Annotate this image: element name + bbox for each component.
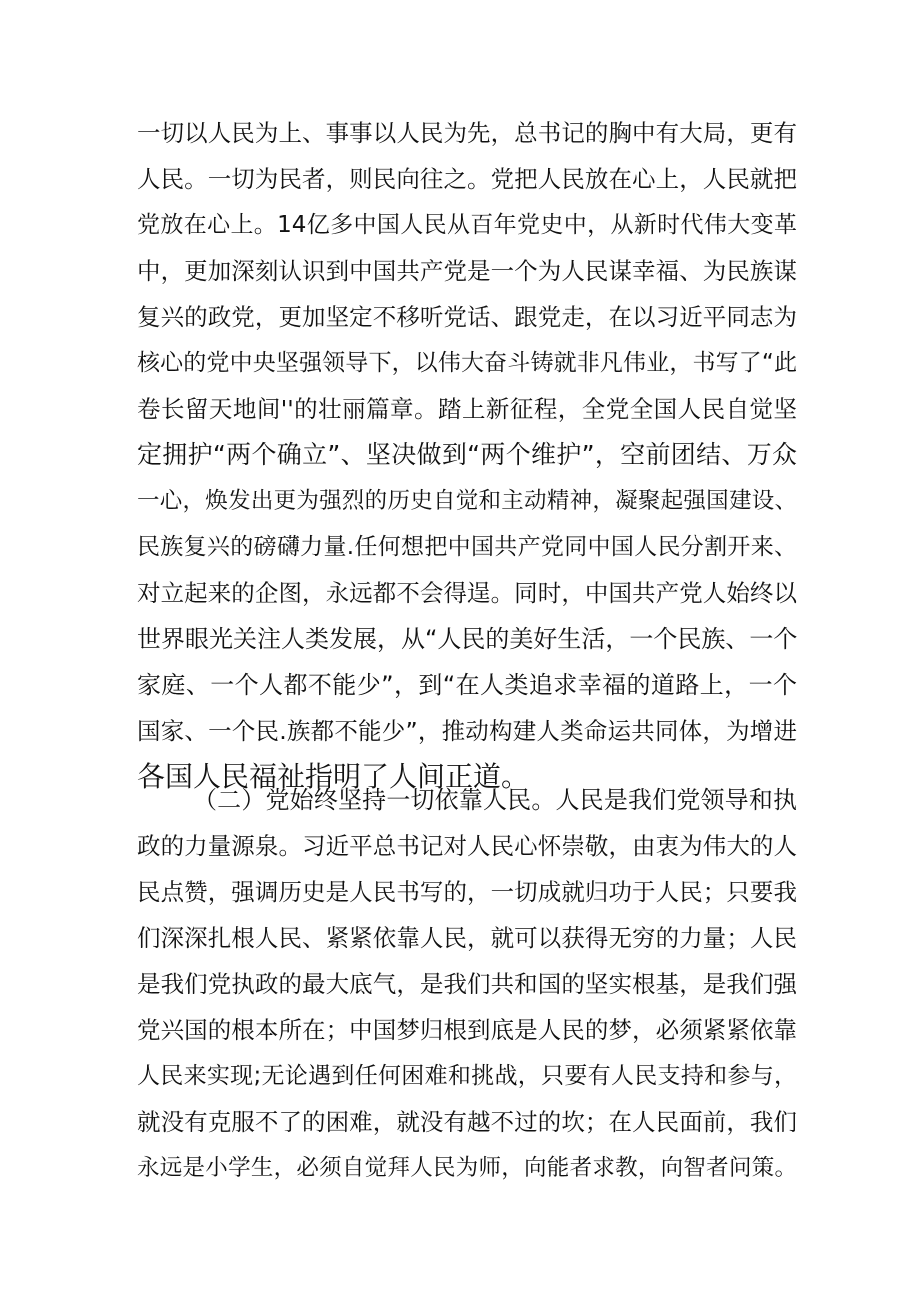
text-line: 民点赞，强调历史是人民书写的，一切成就归功于人民；只要我 xyxy=(137,878,797,906)
text-line: 人民。一切为民者，则民向往之。党把人民放在心上，人民就把 xyxy=(137,165,797,193)
text-line: 对立起来的企图，永远都不会得逞。同时，中国共产党人始终以 xyxy=(137,579,797,607)
text-line: 们深深扎根人民、紧紧依靠人民，就可以获得无穷的力量；人民 xyxy=(137,924,797,952)
text-line: 家庭、一个人都不能少”，到“在人类追求幸福的道路上，一个 xyxy=(137,671,797,699)
text-line: 一心，焕发出更为强烈的历史自觉和主动精神，凝聚起强国建设、 xyxy=(137,488,797,514)
text-line: 中，更加深刻认识到中国共产党是一个为人民谋幸福、为民族谋 xyxy=(137,257,797,285)
text-line: 永远是小学生，必须自觉拜人民为师，向能者求教，向智者问策。 xyxy=(137,1155,797,1181)
text-line: 核心的党中央坚强领导下，以伟大奋斗铸就非凡伟业，书写了“此 xyxy=(137,350,797,376)
text-line: 复兴的政党，更加坚定不移听党话、跟党走，在以习近平同志为 xyxy=(137,303,797,331)
text-line: 世界眼光关注人类发展，从“人民的美好生活，一个民族、一个 xyxy=(137,625,798,653)
text-line: （二）党始终坚持一切依靠人民。人民是我们党领导和执 xyxy=(193,786,797,814)
text-line: 定拥护“两个确立”、坚决做到“两个维护”，空前团结、万众 xyxy=(137,440,797,469)
text-line: 党放在心上。14亿多中国人民从百年党史中，从新时代伟大变革 xyxy=(137,212,797,238)
text-line: 政的力量源泉。习近平总书记对人民心怀崇敬，由衷为伟大的人 xyxy=(137,832,797,860)
text-line: 是我们党执政的最大底气，是我们共和国的坚实根基，是我们强 xyxy=(137,970,797,998)
text-line: 一切以人民为上、事事以人民为先，总书记的胸中有大局，更有 xyxy=(137,119,797,147)
text-line: 卷长留天地间''的壮丽篇章。踏上新征程，全党全国人民自觉坚 xyxy=(137,395,797,423)
text-line: 党兴国的根本所在；中国梦归根到底是人民的梦，必须紧紧依靠 xyxy=(137,1016,797,1044)
paragraph-1 xyxy=(137,110,797,800)
text-line: 各国人民福祉指明了人间正道。 xyxy=(137,760,530,793)
text-line: 国家、一个民.族都不能少”，推动构建人类命运共同体，为增进 xyxy=(137,717,797,745)
text-line: 人民来实现;无论遇到任何困难和挑战，只要有人民支持和参与， xyxy=(137,1063,797,1089)
text-line: 就没有克服不了的困难，就没有越不过的坎；在人民面前，我们 xyxy=(137,1108,797,1136)
paragraph-2 xyxy=(137,777,797,1191)
text-line: 民族复兴的磅礴力量.任何想把中国共产党同中国人民分割开来、 xyxy=(137,534,797,560)
